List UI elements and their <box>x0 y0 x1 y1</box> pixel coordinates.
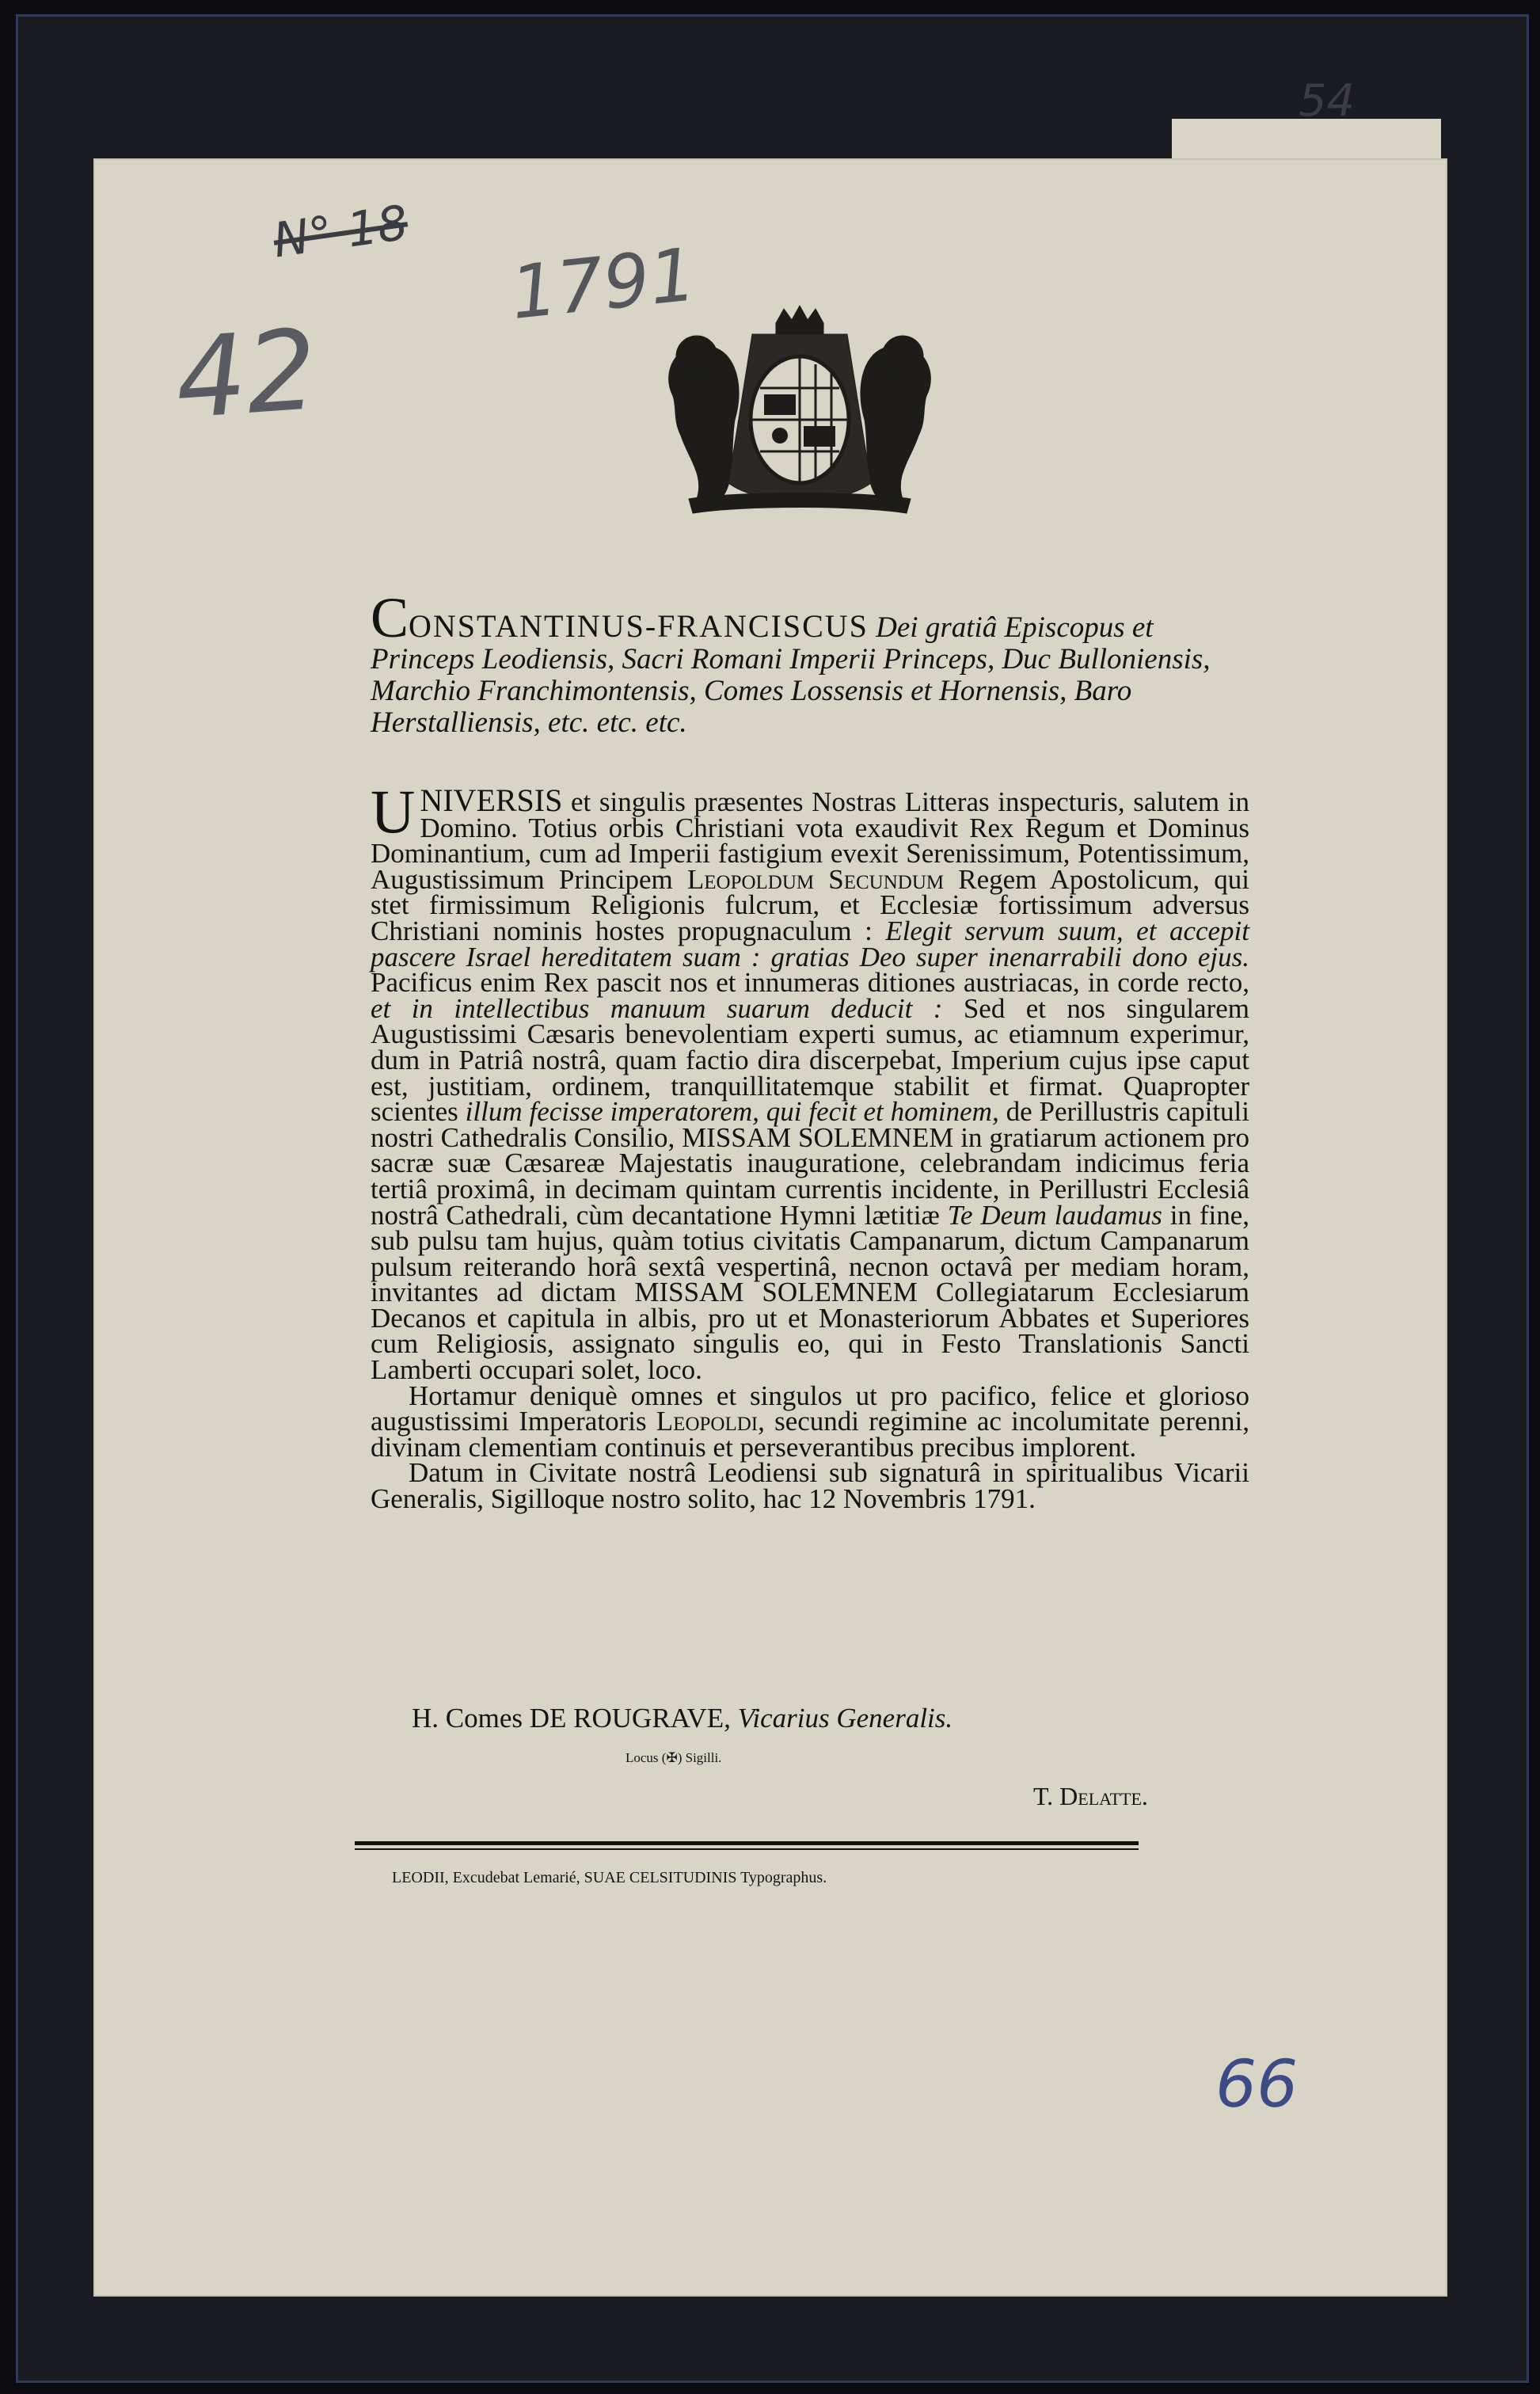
annotation-number-mark: N° 18 <box>269 195 412 269</box>
seal-caption: Locus (✠) Sigilli. <box>626 1750 722 1765</box>
divider-thick <box>355 1841 1139 1845</box>
annotation-left-number: 42 <box>171 305 321 445</box>
body-text: et singulis præsentes Nostras Litteras inspecturis, salutem in Domino. Totius orbis Christiani vota exaudivit Rex Regum et Dominus Dominantium, cum ad Imperii fastigium evexit Serenissimum, Potentissimum, Augustissimum Principem <box>371 786 1249 895</box>
body-text: Hortamur deniquè omnes et singulos ut pro pacifico, felice et glorioso augustissimi Imperatoris <box>371 1380 1249 1437</box>
divider-thin <box>355 1848 1139 1850</box>
title-dropcap: C <box>371 586 409 649</box>
title-text: Dei gratiâ Episcopus et Princeps Leodiensis, Sacri Romani Imperii Princeps, Duc Bulloniensis, Marchio Franchimontensis, Comes Lossensis et Hornensis, Baro Herstalliensis, etc. etc. etc. <box>371 611 1211 739</box>
paragraph-2 <box>371 1380 1249 1463</box>
body-italic: illum fecisse imperatorem, qui fecit et hominem, <box>465 1096 999 1128</box>
signature-role: , Vicarius Generalis. <box>724 1703 953 1734</box>
body-dropcap: U <box>371 777 416 846</box>
secretary-signature: T. Delatte. <box>1033 1782 1148 1810</box>
body-text: in gratiarum actionem pro sacræ suæ Cæsareæ Majestatis inauguratione, celebrandam indicimus feria tertiâ proximâ, in decimam quintam currentis incidente, in Perillustri Ecclesiâ nostrâ Cathedrali, cùm decantatione Hymni lætitiæ <box>371 1121 1250 1231</box>
emperor-name: Leopoldum Secundum <box>686 863 945 895</box>
body-text: Collegiatarum Ecclesiarum Decanos et capitula in albis, pro ut et Monasteriorum Abbates et Superiores cum Religiosis, assignato singulis eo, qui in Festo Translationis Sancti Lamberti occupari solet, loco. <box>371 1277 1250 1386</box>
document-title <box>371 586 1249 739</box>
body-italic: et in intellectibus manuum suarum deducit : <box>371 992 943 1024</box>
signature-line <box>412 1703 953 1734</box>
paragraph-3: Datum in Civitate nostrâ Leodiensi sub signaturâ in spiritualibus Vicarii Generalis, Sigilloque nostro solito, hac 12 Novembris 1791. <box>371 1457 1249 1515</box>
body-text: in fine, sub pulsu tam hujus, quàm totius civitatis Campanarum, dictum Campanarum pulsum reiterando horâ sextâ vespertinâ, necnon octavâ per mediam horam, invitantes ad dictam <box>371 1199 1250 1308</box>
signature-name: DE ROUGRAVE <box>529 1703 724 1734</box>
emperor-name: Leopoldi <box>656 1406 759 1437</box>
annotation-bottom-blue: 66 <box>1215 2047 1299 2122</box>
body-head: NIVERSIS <box>420 782 563 818</box>
coat-of-arms-emblem <box>641 301 958 523</box>
missa-solemnem: MISSAM SOLEMNEM <box>634 1277 918 1308</box>
annotation-year: 1791 <box>507 232 701 336</box>
body-text: de Perillustris capituli nostri Cathedralis Consilio, <box>371 1096 1249 1153</box>
body-italic: Te Deum laudamus <box>947 1199 1162 1231</box>
missa-solemnem: MISSAM SOLEMNEM <box>682 1121 954 1153</box>
printer-imprint: LEODII, Excudebat Lemarié, SUAE CELSITUDINIS Typographus. <box>392 1869 827 1886</box>
annotation-top-right: 54 <box>1299 75 1356 127</box>
body-italic: Elegit servum suum, et accepit pascere Israel hereditatem suam : gratias Deo super inenarrabili dono ejus. <box>371 915 1249 972</box>
body-text: Sed et nos singularem Augustissimi Cæsaris benevolentiam experti sumus, ac etiamnum experimur, dum in Patriâ nostrâ, quam factio dira discerpebat, Imperium cujus ipse caput est, justitiam, ordinem, tranquillitatemque stabilit et firmat. Quapropter scientes <box>371 992 1249 1128</box>
signature-prefix: H. Comes <box>412 1703 523 1734</box>
document-body <box>371 777 1250 1515</box>
paragraph-1 <box>371 777 1250 1386</box>
body-text: , secundi regimine ac incolumitate perenni, divinam clementiam continuis et perseverantibus precibus implorent. <box>371 1406 1249 1463</box>
title-name: ONSTANTINUS-FRANCISCUS <box>409 608 869 644</box>
body-text: Pacificus enim Rex pascit nos et innumeras ditiones austriacas, in corde recto, <box>371 967 1249 999</box>
body-text: Regem Apostolicum, qui stet firmissimum Religionis fulcrum, et Ecclesiæ fortissimum adversus Christiani nominis hostes propugnaculum : <box>371 863 1249 946</box>
